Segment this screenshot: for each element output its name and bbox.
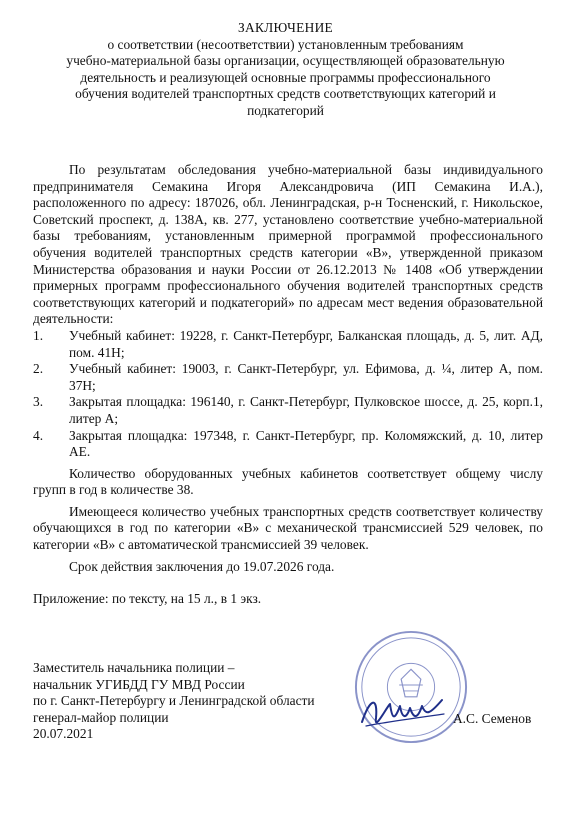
spacer — [33, 575, 543, 591]
document-title — [40, 20, 531, 120]
document-body — [33, 162, 543, 608]
address-item — [33, 428, 543, 461]
address-item — [33, 394, 543, 427]
address-item — [33, 361, 543, 394]
title-line: деятельность и реализующей основные программы профессионального — [80, 69, 491, 85]
validity-paragraph: Срок действия заключения до 19.07.2026 года. — [69, 558, 335, 574]
title-line: подкатегорий — [247, 102, 324, 118]
intro-paragraph: По результатам обследования учебно-материальной базы индивидуального предпринимателя Семакина Игоря Александровича (ИП Семакина И.А.), расположенного по адресу: 187026, обл. Ленинградская, р-н Тосненский, г. Никольское, Советский проспект, д. 138А, кв. 277, установлено соответствие учебно-материальной базы требованиям, установленным примерной программой профессионального обучения водителей транспортных средств категории «В», утвержденной приказом Министерства образования и науки России от 26.12.2013 № 1408 «Об утверждении примерных программ профессионального обучения водителей транспортных средств соответствующих категорий и подкатегорий» по адресам мест ведения образовательной деятельности: — [33, 162, 543, 327]
classrooms-paragraph: Количество оборудованных учебных кабинетов соответствует общему числу групп в год в количестве 38. — [33, 465, 543, 498]
address-item-text: Закрытая площадка: 197348, г. Санкт-Петербург, пр. Коломяжский, д. 10, литер АЕ. — [69, 427, 543, 460]
address-item-text: Закрытая площадка: 196140, г. Санкт-Петербург, Пулковское шоссе, д. 25, корп.1, литер А; — [69, 394, 543, 426]
title-heading: ЗАКЛЮЧЕНИЕ — [237, 20, 334, 35]
address-item-number: 4. — [33, 427, 44, 443]
address-item-number: 2. — [33, 361, 44, 377]
title-line: о соответствии (несоответствии) установленным требованиям — [107, 36, 464, 52]
signature-date: 20.07.2021 — [33, 726, 94, 742]
address-item-number: 1. — [33, 327, 44, 343]
signatory-line: генерал-майор полиции — [33, 709, 169, 725]
signatory-block — [33, 660, 373, 743]
signatory-line: по г. Санкт-Петербургу и Ленинградской области — [33, 693, 315, 709]
address-item — [33, 328, 543, 361]
title-line: обучения водителей транспортных средств соответствующих категорий и — [75, 86, 496, 102]
address-item-number: 3. — [33, 394, 44, 410]
title-line: учебно-материальной базы организации, осуществляющей образовательную — [66, 53, 505, 69]
signer-name: А.С. Семенов — [453, 711, 532, 726]
address-item-text: Учебный кабинет: 19003, г. Санкт-Петербург, ул. Ефимова, д. ¼, литер А, пом. 37Н; — [69, 361, 543, 393]
signatory-line: начальник УГИБДД ГУ МВД России — [33, 676, 245, 692]
signatory-line: Заместитель начальника полиции – — [33, 660, 235, 675]
attachment-line: Приложение: по тексту, на 15 л., в 1 экз. — [33, 591, 262, 607]
vehicles-paragraph: Имеющееся количество учебных транспортных средств соответствует количеству обучающихся в год по категории «В» с механической трансмиссией 529 человек, по категории «В» с автоматической трансмиссией 39 человек. — [33, 503, 543, 553]
address-item-text: Учебный кабинет: 19228, г. Санкт-Петербург, Балканская площадь, д. 5, лит. АД, пом. 41Н; — [69, 327, 543, 360]
